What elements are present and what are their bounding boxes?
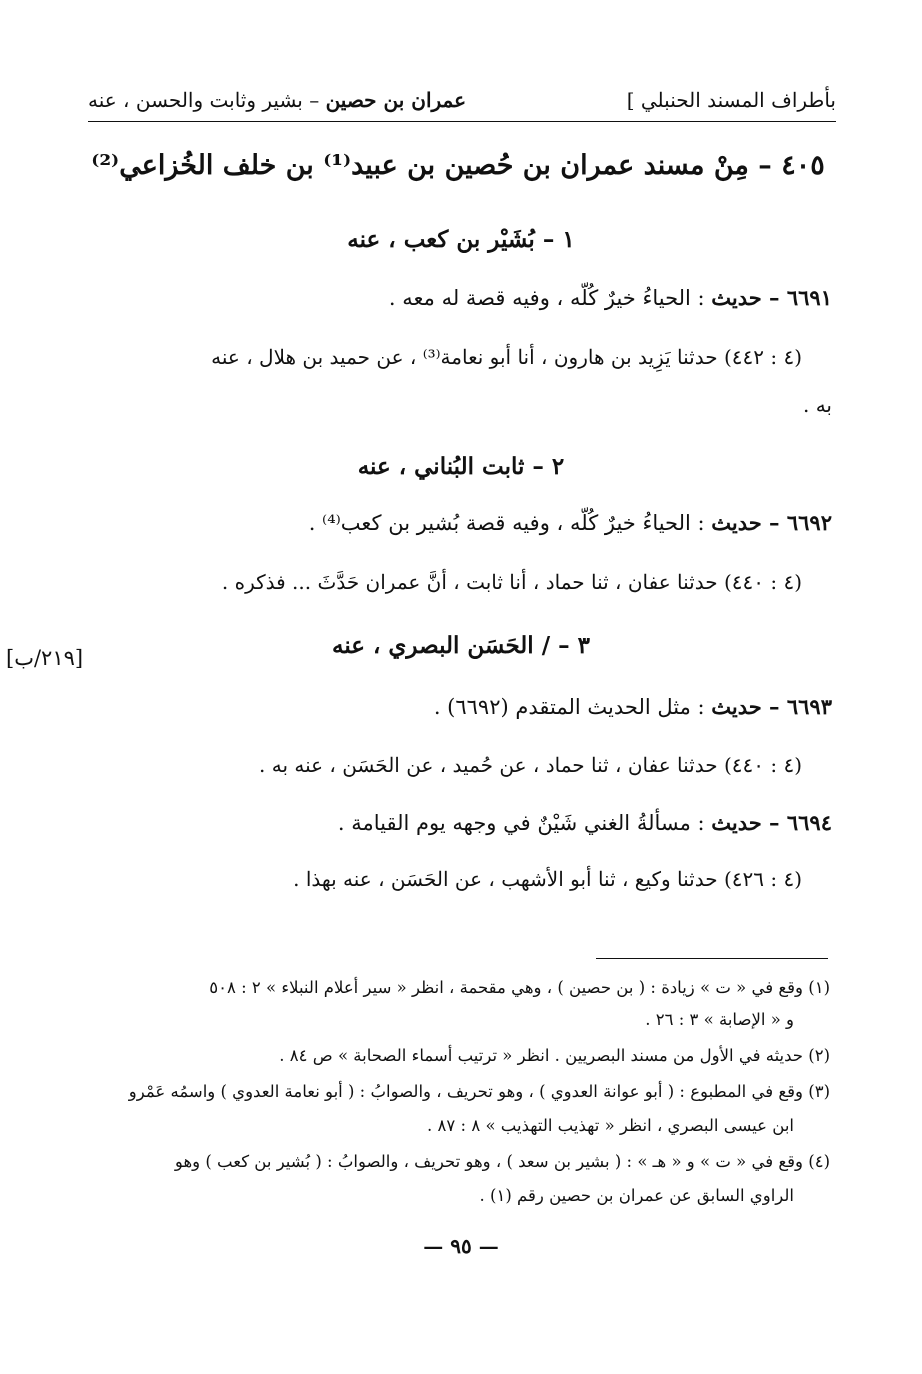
header-topic	[88, 88, 466, 112]
hadith-6692	[90, 510, 832, 535]
hadith-6694	[90, 810, 832, 835]
footnote-3-continuation: ابن عيسى البصري ، انظر « تهذيب التهذيب » ٨ : ٨٧ .	[427, 1116, 794, 1135]
hadith-label: ٦٦٩١ – حديث	[711, 285, 832, 310]
footnote-divider	[596, 958, 828, 959]
footnote-4: (٤) وقع في « ت » و « هـ » : ( بشير بن سعد ) ، وهو تحريف ، والصوابُ : ( بُشير بن كعب ) وهو	[174, 1152, 830, 1171]
footnote-2: (٢) حديثه في الأول من مسند البصريين . انظر « ترتيب أسماء الصحابة » ص ٨٤ .	[279, 1046, 830, 1065]
section-heading-1: ١ – بُشَيْر بن كعب ، عنه	[347, 226, 575, 253]
footnote-1-continuation: و « الإصابة » ٣ : ٢٦ .	[645, 1010, 794, 1029]
page-number: — ٩٥ —	[423, 1234, 499, 1258]
hadith-label: ٦٦٩٢ – حديث	[711, 510, 832, 535]
hadith-6693	[90, 694, 832, 719]
section-heading-2: ٢ – ثابت البُناني ، عنه	[357, 453, 565, 480]
header-divider	[88, 121, 836, 122]
chapter-title: ٤٠٥ – مِنْ مسند عمران بن حُصين بن عبيد⁽¹⁾ بن خلف الخُزاعي⁽²⁾	[91, 150, 825, 181]
isnad-6693: (٤ : ٤٤٠) حدثنا عفان ، ثنا حماد ، عن حُميد ، عن الحَسَن ، عنه به .	[259, 753, 802, 777]
isnad-6691: (٤ : ٤٤٢) حدثنا يَزِيد بن هارون ، أنا أبو نعامة⁽³⁾ ، عن حميد بن هلال ، عنه	[211, 345, 802, 369]
hadith-text: : الحياءُ خيرٌ كُلّه ، وفيه قصة بُشير بن كعب⁽⁴⁾ .	[308, 511, 712, 535]
hadith-text: : مثل الحديث المتقدم (٦٦٩٢) .	[433, 695, 712, 719]
hadith-text: : مسألةُ الغني شَيْنٌ في وجهه يوم القيامة .	[337, 811, 712, 835]
footnote-4-continuation: الراوي السابق عن عمران بن حصين رقم (١) .	[479, 1186, 794, 1205]
hadith-label: ٦٦٩٣ – حديث	[711, 694, 832, 719]
header-topic-bold: عمران بن حصين	[325, 88, 467, 112]
section-heading-3: ٣ – / الحَسَن البصري ، عنه	[332, 632, 590, 659]
isnad-6694: (٤ : ٤٢٦) حدثنا وكيع ، ثنا أبو الأشهب ، عن الحَسَن ، عنه بهذا .	[293, 867, 802, 891]
header-book-title: بأطراف المسند الحنبلي ]	[626, 88, 836, 112]
footnote-3: (٣) وقع في المطبوع : ( أبو عوانة العدوي ) ، وهو تحريف ، والصوابُ : ( أبو نعامة العدوي ) واسمُه عَمْرو	[128, 1082, 830, 1101]
hadith-text: : الحياءُ خيرٌ كُلّه ، وفيه قصة له معه .	[388, 286, 712, 310]
running-header	[88, 82, 836, 122]
isnad-6691-continuation: به .	[802, 393, 832, 417]
hadith-6691	[90, 285, 832, 310]
header-topic-rest: – بشير وثابت والحسن ، عنه	[88, 88, 326, 112]
footnote-1: (١) وقع في « ت » زيادة : ( بن حصين ) ، وهي مقحمة ، انظر « سير أعلام النبلاء » ٢ : ٥٠٨	[209, 978, 830, 997]
margin-folio-reference: [٢١٩/ب]	[6, 646, 84, 670]
isnad-6692: (٤ : ٤٤٠) حدثنا عفان ، ثنا حماد ، أنا ثابت ، أنَّ عمران حَدَّثَ ... فذكره .	[221, 570, 802, 594]
hadith-label: ٦٦٩٤ – حديث	[711, 810, 832, 835]
